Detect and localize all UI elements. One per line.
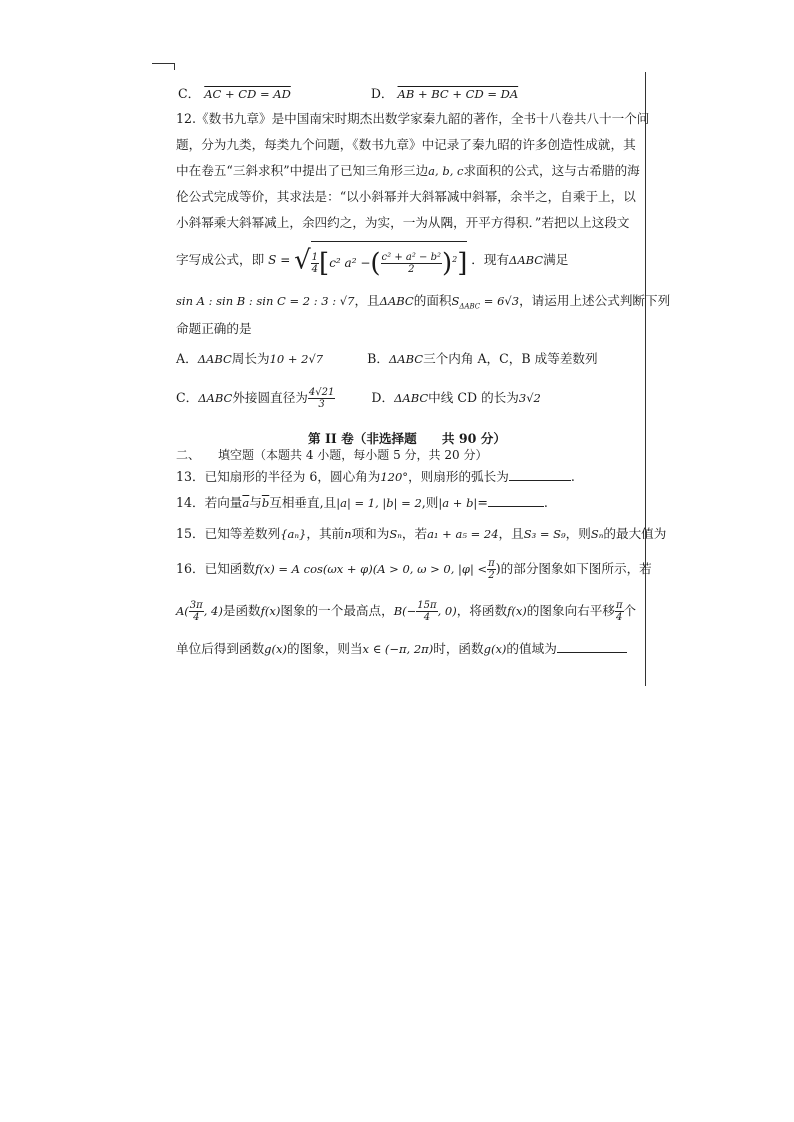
triangle-abc: ΔABC [197,352,232,366]
q16-pi-half [487,558,496,581]
q15-text-d: ，若 [401,526,428,541]
formula-c2a2: c² a² − [329,255,371,270]
area-s: S [451,294,460,308]
option-a-text: 周长为 [231,351,270,366]
q16-text-d: 图象的一个最高点， [280,603,394,618]
sqrt-body [311,241,468,281]
section-2-number: 二、 [176,448,201,462]
q15-sequence: {aₙ} [280,527,307,541]
q16-pi-den: 2 [488,570,495,581]
q16-point-b-post: , 0) [437,604,457,618]
q15 [176,525,666,543]
q15-condition-1: a₁ + a₅ = 24 [427,527,499,541]
q15-text-f: ，则 [565,526,591,541]
right-margin-rule [645,72,646,686]
q12-options-ab [176,350,598,368]
q14-answer-blank[interactable] [488,494,544,507]
bracket-open: [ [319,248,330,279]
inner-fraction [381,252,442,275]
q16-x-range: x ∈ (−π, 2π) [362,642,434,656]
corner-crop-mark [152,63,175,70]
q16-fx: f(x) [260,604,281,618]
q12-line8: 命题正确的是 [176,321,252,336]
q14-end: . [543,495,548,510]
sqrt-sign: √ [294,245,311,276]
q13-text-a: 13．已知扇形的半径为 6，圆心角为 [176,469,381,484]
q13-text-b: ，则扇形的弧长为 [408,469,509,484]
q16-line3-text-b: 的图象，则当 [286,641,363,656]
section-2-subtitle [176,446,487,464]
paren-close: ) [442,248,453,279]
q12-line2: 题，分为九类，每类九个问题，《数书九章》中记录了秦九昭的许多创造性成就，其 [176,137,636,152]
vector-a: $\overline{a}$ [242,496,250,510]
q16-point-a-den: 4 [193,612,200,623]
q12-line1: 12.《数书九章》是中国南宋时期杰出数学家秦九韶的著作，全书十八卷共八十一个问 [176,111,650,126]
q14-text-a: 14．若向量 [176,495,243,510]
q15-n: n [344,527,352,541]
q12-formula-line [176,240,568,280]
q12-line3 [176,162,640,180]
q14-expression: |a + b| [438,496,478,510]
q16-point-b-pre: B(− [393,604,417,618]
inner-num: c² + a² − b² [381,251,442,263]
vector-b: $\overline{b}$ [261,496,270,510]
area-expr [451,294,520,311]
q16-text-a: 16．已知函数 [176,561,255,576]
q16-line1 [176,556,652,582]
q12-line3-text-b: 求面积的公式，这与古希腊的海 [463,163,640,178]
triangle-abc: ΔABC [389,352,424,366]
q14 [176,494,548,512]
q14-condition: |a| = 1, |b| = 2 [336,496,422,510]
q16-line3-text-d: 的值域为 [506,641,557,656]
bracket-close: ] [457,248,468,279]
q12-line6-text-b: ．现有 [471,252,510,267]
q12-line4: 伦公式完成等价，其求法是：“以小斜幂并大斜幂减中斜幂，余半之，自乘于上，以 [176,189,636,204]
sine-ratio: sin A : sin B : sin C = 2 : 3 : √7 [176,294,355,308]
q12-line5: 小斜幂乘大斜幂减上，余四约之，为实，一为从隅，开平方得积．”若把以上这段文 [176,215,630,230]
prev-question-options [178,85,518,103]
q16-line3-text-c: 时，函数 [433,641,484,656]
q16-fx-2: f(x) [507,604,527,618]
option-b-text: 三个内角 A，C，B 成等差数列 [423,351,598,366]
option-c-formula: AC + CD = AD [204,87,291,101]
option-b-label: B． [367,351,389,366]
option-d-formula: AB + BC + CD = DA [397,87,519,101]
option-c-label: C． [178,86,201,101]
option-c2-den: 3 [318,399,325,410]
q13-angle: 120° [380,470,409,484]
area-sub: ΔABC [459,302,481,311]
q12-line6-text-c: 满足 [543,252,569,267]
option-c2-fraction [308,387,335,410]
q14-text-d: ,则 [421,495,439,510]
option-d2-label: D． [371,390,395,405]
option-c2-num: 4√21 [308,387,335,398]
q16-shift-num: π [615,600,623,611]
q14-text-e: = [477,495,488,510]
q16-point-a-pre: A( [176,604,189,618]
area-value: = 6√3 [483,294,520,308]
heron-formula [268,245,471,279]
q12-line7 [176,292,670,315]
quarter-num: 1 [311,251,319,263]
q15-text-e: ，且 [498,526,524,541]
option-c2-text: 外接圆直径为 [232,390,308,405]
q12-line7-text-a: ，且 [354,293,380,308]
q12-line6-text-a: 字写成公式，即 [176,252,265,267]
q13-end: . [570,469,575,484]
q16-line3 [176,640,627,658]
q16-point-a-fraction [189,600,204,623]
q16-answer-blank[interactable] [557,640,627,653]
q16-shift-fraction [615,600,624,623]
q16-shift-den: 4 [616,612,623,623]
q16-text-f: 的图象向右平移 [526,603,615,618]
q12-line7-text-b: 的面积 [413,293,452,308]
q16-pi-num: π [488,558,495,569]
q15-text-g: 的最大值为 [603,526,667,541]
q16-point-a-post: , 4) [203,604,223,618]
section-2-title: 第 II 卷（非选择题 共 90 分） [308,431,506,446]
q16-text-c: 是函数 [222,603,261,618]
q16-line3-text-a: 单位后得到函数 [176,641,265,656]
paren-open: ( [370,248,381,279]
q12-side-vars: a, b, c [428,164,464,178]
option-c2-label: C． [176,390,199,405]
section-2-instructions: 填空题（本题共 4 小题，每小题 5 分，共 20 分） [218,448,488,462]
quarter-den: 4 [311,263,319,275]
q14-text-b: 与 [249,495,262,510]
q16-gx-2: g(x) [483,642,507,656]
q16-function: f(x) = A cos(ωx + φ)(A > 0, ω > 0, |φ| < [255,562,488,576]
q14-text-c: 互相垂直,且 [269,495,337,510]
q15-sn-2: Sₙ [590,527,604,541]
q16-text-g: 个 [623,603,637,618]
formula-s: S = [268,253,291,267]
triangle-abc: ΔABC [394,391,429,405]
q12-line7-text-c: ，请运用上述公式判断下列 [519,293,671,308]
power-2: 2 [452,254,458,264]
option-a-label: A． [176,351,198,366]
q16-point-b-den: 4 [423,612,431,623]
q15-text-b: ，其前 [306,526,345,541]
inner-den: 2 [408,263,415,275]
q13-answer-blank[interactable] [509,468,571,481]
q16-point-a-num: 3π [189,600,203,611]
quarter-fraction [311,252,319,275]
q13 [176,468,575,486]
q16-text-e: ，将函数 [456,603,508,618]
q15-condition-2: S₃ = S₉ [523,527,566,541]
triangle-abc: ΔABC [379,294,414,308]
option-d2-value: 3√2 [518,391,541,405]
q12-options-cd [176,384,541,412]
q15-text-a: 15．已知等差数列 [176,526,281,541]
option-d2-text: 中线 CD 的长为 [428,390,519,405]
q16-text-b: )的部分图象如下图所示，若 [495,561,652,576]
q12-line3-text-a: 中在卷五“三斜求积”中提出了已知三角形三边 [176,163,429,178]
q16-line2 [176,598,636,624]
option-d-label: D． [370,86,394,101]
option-a-value: 10 + 2√7 [269,352,324,366]
q15-sn: Sₙ [389,527,402,541]
q15-text-c: 项和为 [351,526,390,541]
q16-point-b-num: 15π [417,600,437,611]
triangle-abc: ΔABC [509,253,544,267]
q16-point-b-fraction [416,600,437,623]
q16-gx: g(x) [264,642,287,656]
triangle-abc: ΔABC [198,391,233,405]
